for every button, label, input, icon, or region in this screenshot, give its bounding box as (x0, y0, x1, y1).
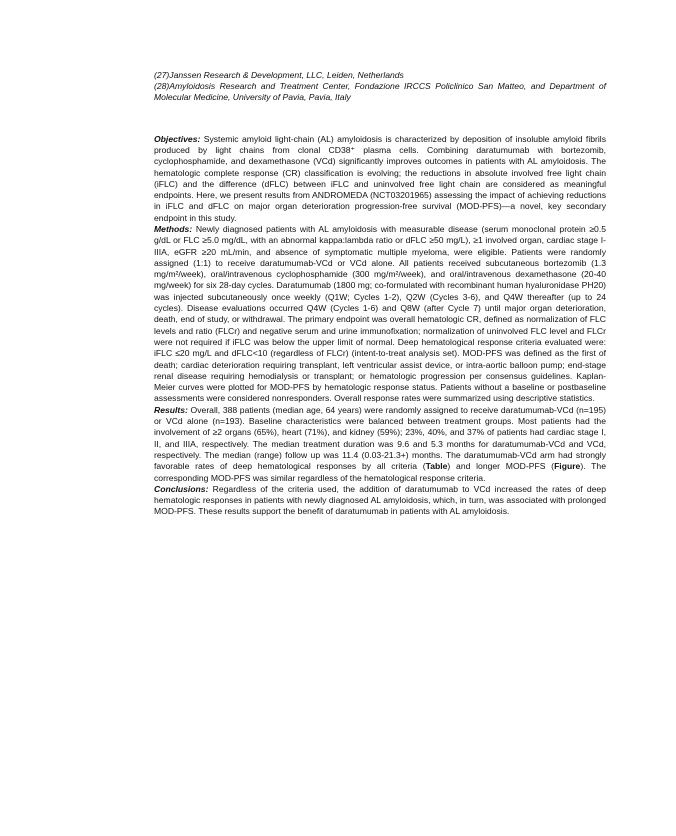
figure-reference: Figure (554, 461, 581, 472)
abstract-page (154, 70, 606, 518)
affiliation-28: (28)Amyloidosis Research and Treatment Center, Fondazione IRCCS Policlinico San Matteo, and Department of Molecular Medicine, University of Pavia, Pavia, Italy (154, 81, 606, 103)
results-text-3: ). The corresponding MOD-PFS was similar regardless of the hematological response criteria. (154, 461, 606, 483)
objectives-paragraph (154, 134, 606, 224)
abstract-body (154, 134, 606, 518)
methods-paragraph (154, 224, 606, 405)
objectives-label: Objectives: (154, 133, 201, 144)
affiliations (154, 70, 606, 104)
methods-text: Newly diagnosed patients with AL amyloidosis with measurable disease (serum monoclonal protein ≥0.5 g/dL or FLC ≥5.0 mg/dL, with an abnormal kappa:lambda ratio or dFLC ≥50 mg/L), ≥1 involved organ, cardiac stage I-IIIA, eGFR ≥20 mL/min, and absence of symptomatic multiple myeloma, were eligible. Patients were randomly assigned (1:1) to receive daratumumab-VCd or VCd alone. All patients received subcutaneous bortezomib (1.3 mg/m²/week), oral/intravenous cyclophosphamide (300 mg/m²/week), and oral/intravenous dexamethasone (20-40 mg/week) for six 28-day cycles. Daratumumab (1800 mg; co-formulated with recombinant human hyaluronidase PH20) was injected subcutaneously once weekly (Q1W; Cycles 1-2), Q2W (Cycles 3-6), and Q4W thereafter (up to 24 cycles). Disease evaluations occurred Q4W (Cycles 1-6) and Q8W (after Cycle 7) until major organ deterioration, death, end of study, or withdrawal. The primary endpoint was overall hematologic CR, defined as normalization of FLC levels and ratio (FLCr) and negative serum and urine immunofixation; normalization of uninvolved FLC level and FLCr were not required if iFLC was below the upper limit of normal. Deep hematological response criteria evaluated were: iFLC ≤20 mg/L and dFLC<10 (regardless of FLCr) (intent-to-treat analysis set). MOD-PFS was defined as the first of death; cardiac deterioration requiring transplant, left ventricular assist device, or intra-aortic balloon pump; end-stage renal disease requiring hemodialysis or transplant; or hematologic progression per consensus guidelines. Kaplan-Meier curves were plotted for MOD-PFS by hematologic response status. Patients without a baseline or postbaseline assessments were considered nonresponders. Overall response rates were summarized using descriptive statistics. (154, 223, 606, 404)
conclusions-paragraph (154, 484, 606, 518)
objectives-text: Systemic amyloid light-chain (AL) amyloidosis is characterized by deposition of insoluble amyloid fibrils produced by light chains from clonal CD38⁺ plasma cells. Combining daratumumab with bortezomib, cyclophosphamide, and dexamethasone (VCd) significantly improves outcomes in patients with AL amyloidosis. The hematologic complete response (CR) classification is evolving; the reductions in absolute involved free light chain (iFLC) and the difference (dFLC) between iFLC and uninvolved free light chain are considered as meaningful endpoints. Here, we present results from ANDROMEDA (NCT03201965) assessing the impact of achieving reductions in iFLC and dFLC on major organ deterioration progression-free survival (MOD-PFS)—a novel, key secondary endpoint in this study. (154, 133, 606, 223)
results-paragraph (154, 405, 606, 484)
affiliation-27: (27)Janssen Research & Development, LLC, Leiden, Netherlands (154, 70, 404, 80)
results-text-1: Overall, 388 patients (median age, 64 years) were randomly assigned to receive daratumumab-VCd (n=195) or VCd alone (n=193). Baseline characteristics were balanced between treatment groups. Most patients had the involvement of ≥2 organs (65%), heart (71%), and kidney (59%); 23%, 40%, and 37% of patients had cardiac stage I, II, and IIIA, respectively. The median treatment duration was 9.6 and 5.3 months for daratumumab-VCd and VCd, respectively. The median (range) follow up was 11.4 (0.03-21.3+) months. The daratumumab-VCd arm had strongly favorable rates of deep hematological responses by all criteria ( (154, 404, 606, 472)
table-reference: Table (425, 461, 448, 472)
conclusions-text: Regardless of the criteria used, the addition of daratumumab to VCd increased the rates of deep hematologic responses in patients with newly diagnosed AL amyloidosis, which, in turn, was associated with prolonged MOD-PFS. These results support the benefit of daratumumab in patients with AL amyloidosis. (154, 483, 606, 517)
results-label: Results: (154, 404, 188, 415)
conclusions-label: Conclusions: (154, 483, 209, 494)
methods-label: Methods: (154, 223, 193, 234)
results-text-2: ) and longer MOD-PFS ( (447, 461, 555, 472)
